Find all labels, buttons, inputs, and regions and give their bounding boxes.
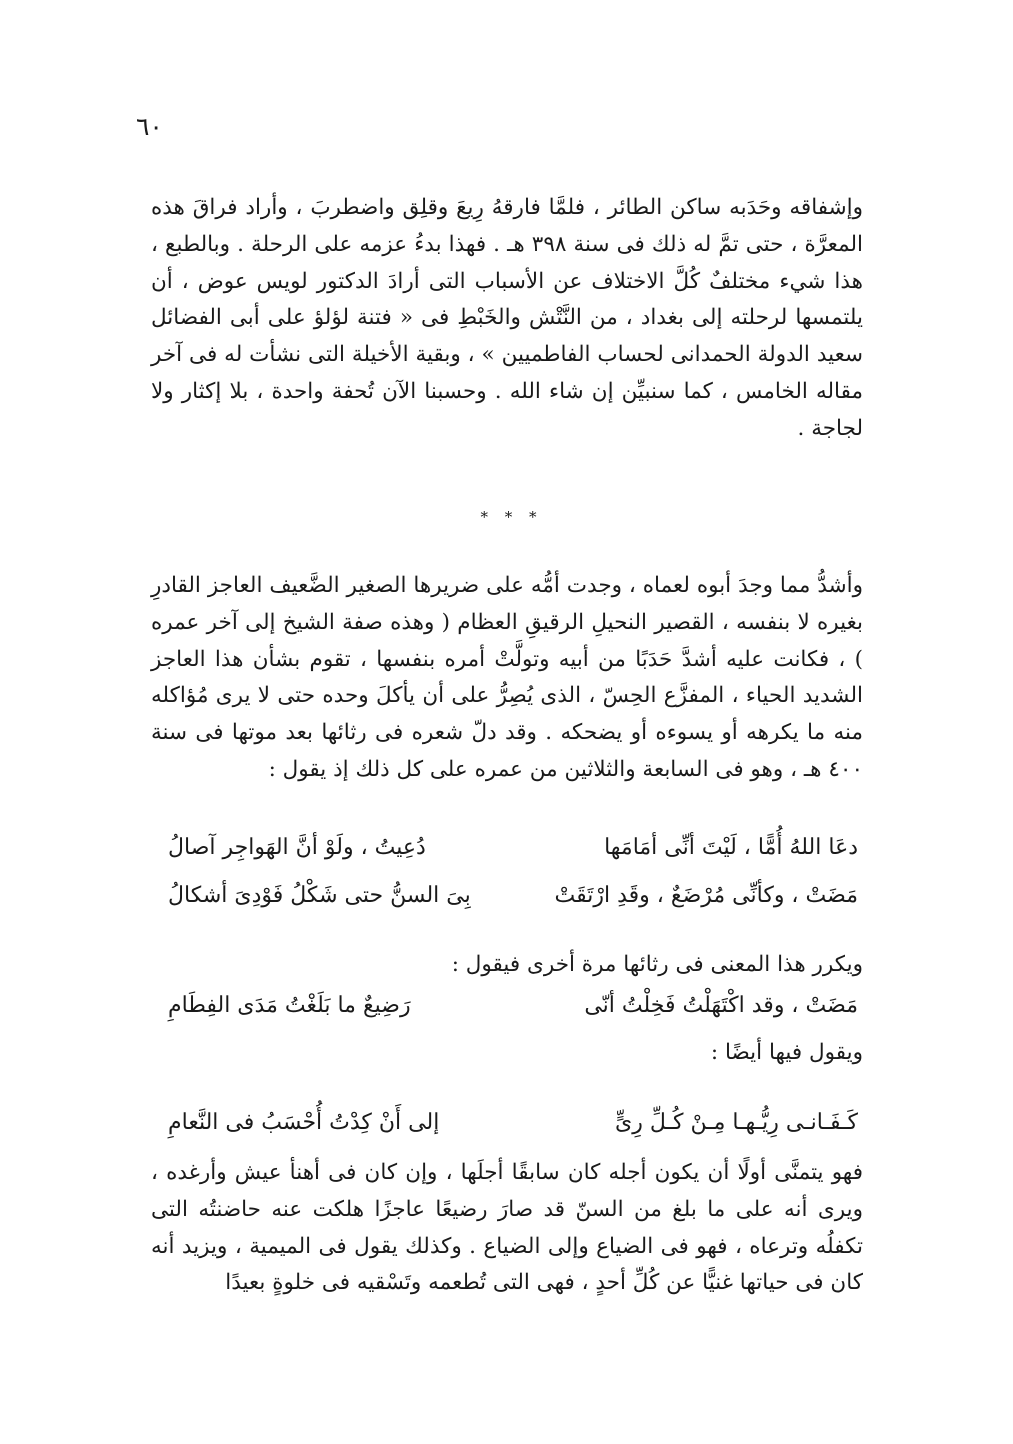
verse-4-second-hemistich: إلى أَنْ كِدْتُ أُحْسَبُ فى النَّعامِ (168, 1110, 440, 1135)
verse-1-second-hemistich: دُعِيتُ ، ولَوْ أنَّ الهَواجِر آصالُ (168, 835, 426, 860)
paragraph-2: وأشدُّ مما وجدَ أبوه لعماه ، وجدت أمُّه على ضريرها الصغير الضَّعيف العاجز القادرِ بغيره لا بنفسه ، القصير النحيلِ الرقيقِ العظام ( وهذه صفة الشيخ إلى آخر عمره ) ، فكانت عليه أشدَّ حَدَبًا من أبيه وتولَّتْ أمره بنفسها ، تقوم بشأن هذا العاجز الشديد الحياء ، المفزَّع الحِسّ ، الذى يُصِرُّ على أن يأكلَ وحده حتى لا يرى مُؤاكله منه ما يكرهه أو يسوءه أو يضحكه . وقد دلّ شعره فى رثائها بعد موتها فى سنة ٤٠٠ هـ ، وهو فى السابعة والثلاثين من عمره على كل ذلك إذ يقول : (151, 573, 863, 782)
paragraph-1: وإشفاقه وحَدَبه ساكن الطائر ، فلمَّا فارقهُ رِيعَ وقلِق واضطربَ ، وأراد فراقَ هذه المعرَّة ، حتى تمَّ له ذلك فى سنة ٣٩٨ هـ . فهذا بدءُ عزمه على الرحلة . وبالطبع ، هذا شيء مختلفٌ كُلَّ الاختلاف عن الأسباب التى أرادَ الدكتور لويس عوض ، أن يلتمسها لرحلته إلى بغداد ، من النَّتْش والخَبْطِ فى « فتنة لؤلؤ على أبى الفضائل سعيد الدولة الحمدانى لحساب الفاطميين » ، وبقية الأخيلة التى نشأت له فى آخر مقاله الخامس ، كما سنبيِّن إن شاء الله . وحسبنا الآن تُحفة واحدة ، بلا إكثار ولا لجاجة . (151, 195, 863, 441)
verse-line-4 (168, 1110, 858, 1150)
verse-line-3 (168, 993, 858, 1033)
verse-3-first-hemistich: مَضَتْ ، وقد اكْتَهَلْتُ فَخِلْتُ أنّى (584, 993, 858, 1018)
verse-line-2 (168, 883, 858, 923)
verse-2-second-hemistich: بِىَ السنُّ حتى شَكْلُ فَوْدِىَ أشكالُ (168, 883, 471, 908)
page-number: ٦٠ (136, 112, 163, 141)
verse-line-1 (168, 835, 858, 875)
paragraph-3: ويكرر هذا المعنى فى رثائها مرة أخرى فيقول : (451, 952, 863, 977)
paragraph-5: فهو يتمنَّى أولًا أن يكون أجله كان سابقًا أجلَها ، وإن كان فى أهنأ عيش وأرغده ، ويرى أنه على ما بلغ من السنّ قد صارَ رضيعًا عاجزًا هلكت عنه حاضنتُه التى تكفلُه وترعاه ، فهو فى الضياع وإلى الضياع . وكذلك يقول فى الميمية ، ويزيد أنه كان فى حياتها غنيًّا عن كُلِّ أحدٍ ، فهى التى تُطعمه وتَسْقيه فى خلوةٍ بعيدًا (151, 1160, 863, 1296)
verse-1-first-hemistich: دعَا اللهُ أُمًّا ، لَيْتَ أنِّى أمَامَها (604, 835, 858, 860)
verse-3-second-hemistich: رَضِيعٌ ما بَلَغْتُ مَدَى الفِطَامِ (168, 993, 411, 1018)
verse-2-first-hemistich: مَضَتْ ، وكأنِّى مُرْضَعٌ ، وقَدِ ارْتَقَتْ (554, 883, 858, 908)
section-separator: * * * (480, 508, 543, 526)
verse-4-first-hemistich: كَـفَـانـى رِيُّـهـا مِـنْ كُـلِّ رِىٍّ (615, 1110, 858, 1135)
paragraph-4: ويقول فيها أيضًا : (710, 1040, 863, 1065)
